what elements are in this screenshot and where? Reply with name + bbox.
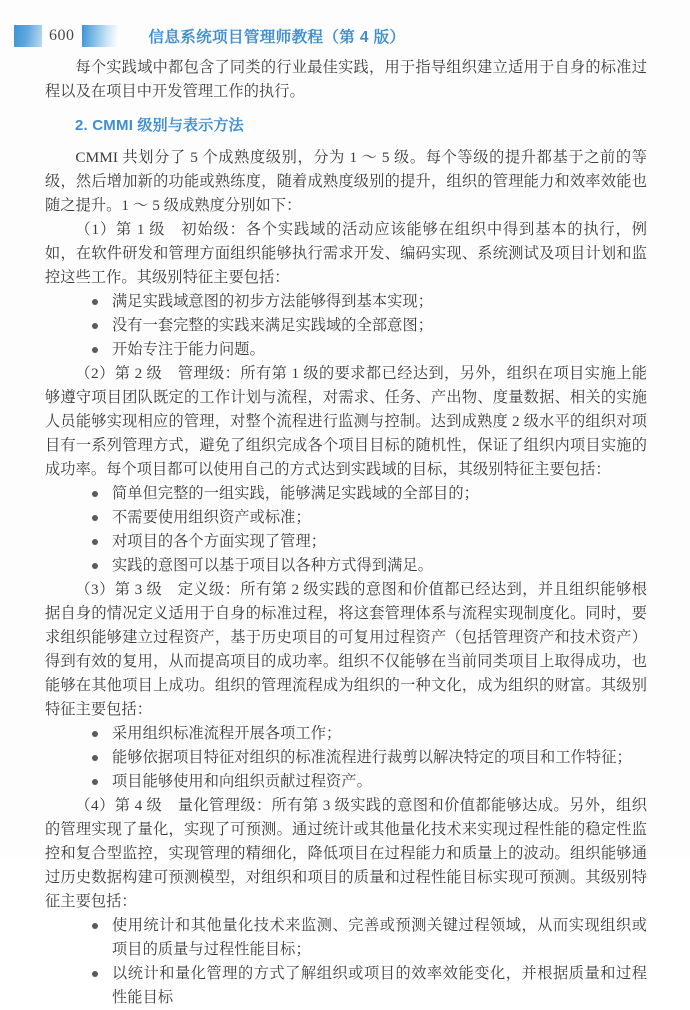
bullet-dot-icon bbox=[92, 347, 98, 353]
list-item-label: 不需要使用组织资产或标准； bbox=[112, 509, 311, 526]
list-item bbox=[90, 722, 647, 746]
header-gradient-block-icon bbox=[14, 25, 42, 47]
list-item bbox=[90, 482, 647, 506]
header-gradient-fade-icon bbox=[82, 25, 118, 47]
bullet-dot-icon bbox=[92, 731, 98, 737]
level-2-bullet-list bbox=[45, 482, 647, 578]
level-4-paragraph: （4）第 4 级 量化管理级：所有第 3 级实践的意图和价值都能够达成。另外，组织的管理实现了量化，实现了可预测。通过统计或其他量化技术来实现过程性能的稳定性监控和复合型监控，实现管理的精细化，降低项目在过程能力和质量上的波动。组织能够通过历史数据构建可预测模型，对组织和项目的质量和过程性能目标实现可预测。其级别特征主要包括： bbox=[45, 797, 647, 910]
list-item bbox=[90, 962, 647, 1010]
bullet-dot-icon bbox=[92, 563, 98, 569]
list-item-label: 实践的意图可以基于项目以各种方式得到满足。 bbox=[112, 557, 434, 574]
level-3-bullet-list bbox=[45, 722, 647, 794]
list-item bbox=[90, 746, 647, 770]
list-item-label: 使用统计和其他量化技术来监测、完善或预测关键过程领域，从而实现组织或项目的质量与过程性能目标； bbox=[112, 917, 647, 958]
bullet-dot-icon bbox=[92, 515, 98, 521]
level-1-bullet-list bbox=[45, 290, 647, 362]
list-item-label: 对项目的各个方面实现了管理； bbox=[112, 533, 327, 550]
bullet-dot-icon bbox=[92, 539, 98, 545]
level-1-paragraph: （1）第 1 级 初始级：各个实践域的活动应该能够在组织中得到基本的执行，例如，在软件研发和管理方面组织能够执行需求开发、编码实现、系统测试及项目计划和监控这些工作。其级别特征主要包括： bbox=[45, 221, 647, 286]
bullet-dot-icon bbox=[92, 755, 98, 761]
bullet-dot-icon bbox=[92, 323, 98, 329]
list-item-label: 以统计和量化管理的方式了解组织或项目的效率效能变化，并根据质量和过程性能目标 bbox=[112, 965, 647, 1006]
overview-paragraph: CMMI 共划分了 5 个成熟度级别，分为 1 ～ 5 级。每个等级的提升都基于之前的等级，然后增加新的功能或熟练度，随着成熟度级别的提升，组织的管理能力和效率效能也随之提升。1 ～ 5 级成熟度分别如下： bbox=[45, 149, 647, 214]
bullet-dot-icon bbox=[92, 299, 98, 305]
list-item bbox=[90, 554, 647, 578]
bullet-dot-icon bbox=[92, 779, 98, 785]
list-item-label: 没有一套完整的实践来满足实践域的全部意图； bbox=[112, 317, 434, 334]
page-content bbox=[45, 56, 647, 1010]
list-item-label: 能够依据项目特征对组织的标准流程进行裁剪以解决特定的项目和工作特征； bbox=[112, 749, 632, 766]
bullet-dot-icon bbox=[92, 491, 98, 497]
list-item bbox=[90, 914, 647, 962]
level-4-bullet-list bbox=[45, 914, 647, 1010]
list-item-label: 项目能够使用和向组织贡献过程资产。 bbox=[112, 773, 372, 790]
list-item bbox=[90, 770, 647, 794]
list-item-label: 满足实践域意图的初步方法能够得到基本实现； bbox=[112, 293, 434, 310]
page-number: 600 bbox=[49, 27, 75, 44]
list-item-label: 开始专注于能力问题。 bbox=[112, 341, 265, 358]
list-item-label: 简单但完整的一组实践，能够满足实践域的全部目的； bbox=[112, 485, 479, 502]
list-item bbox=[90, 530, 647, 554]
list-item-label: 采用组织标准流程开展各项工作； bbox=[112, 725, 342, 742]
bullet-dot-icon bbox=[92, 923, 98, 929]
intro-paragraph: 每个实践域中都包含了同类的行业最佳实践，用于指导组织建立适用于自身的标准过程以及在项目中开发管理工作的执行。 bbox=[45, 59, 647, 100]
list-item bbox=[90, 290, 647, 314]
list-item bbox=[90, 314, 647, 338]
level-2-paragraph: （2）第 2 级 管理级：所有第 1 级的要求都已经达到，另外，组织在项目实施上能够遵守项目团队既定的工作计划与流程，对需求、任务、产出物、度量数据、相关的实施人员能够实现相应的管理，对整个流程进行监测与控制。达到成熟度 2 级水平的组织对项目有一系列管理方式，避免了组织完成各个项目目标的随机性，保证了组织内项目实施的成功率。每个项目都可以使用自己的方式达到实践域的目标，其级别特征主要包括： bbox=[45, 365, 647, 478]
section-heading: 2. CMMI 级别与表示方法 bbox=[75, 117, 244, 134]
bullet-dot-icon bbox=[92, 971, 98, 977]
level-3-paragraph: （3）第 3 级 定义级：所有第 2 级实践的意图和价值都已经达到，并且组织能够根据自身的情况定义适用于自身的标准过程，将这套管理体系与流程实现制度化。同时，要求组织能够建立过程资产，基于历史项目的可复用过程资产（包括管理资产和技术资产）得到有效的复用，从而提高项目的成功率。组织不仅能够在当前同类项目上取得成功，也能够在其他项目上成功。组织的管理流程成为组织的一种文化，成为组织的财富。其级别特征主要包括： bbox=[45, 581, 647, 718]
page-header bbox=[0, 21, 690, 51]
list-item bbox=[90, 338, 647, 362]
book-title: 信息系统项目管理师教程（第 4 版） bbox=[148, 29, 406, 46]
list-item bbox=[90, 506, 647, 530]
